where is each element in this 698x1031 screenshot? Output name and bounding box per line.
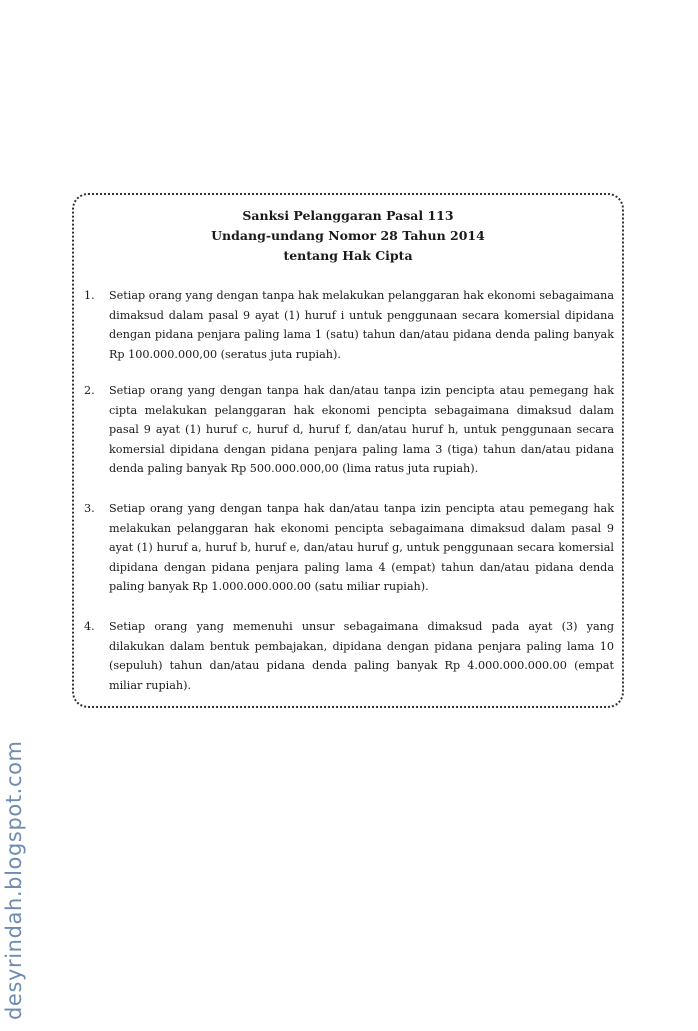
list-item-number: 4. [84, 620, 95, 633]
list-item-text: Setiap orang yang dengan tanpa hak dan/atau tanpa izin pencipta atau pemegang hak melakukan pelanggaran hak ekonomi pencipta sebagaimana dimaksud dalam pasal 9 ayat (1) huruf a, huruf b, huruf e, dan/atau huruf g, untuk penggunaan secara komersial dipidana dengan pidana penjara paling lama 4 (empat) tahun dan/atau pidana denda paling banyak Rp 1.000.000.000.00 (satu miliar rupiah). [109, 502, 614, 594]
list-item [84, 499, 614, 597]
list-item-text: Setiap orang yang dengan tanpa hak dan/atau tanpa izin pencipta atau pemegang hak cipta melakukan pelanggaran hak ekonomi pencipta sebagaimana dimaksud dalam pasal 9 ayat (1) huruf c, huruf d, huruf f, dan/atau huruf h, untuk penggunaan secara komersial dipidana dengan pidana penjara paling lama 3 (tiga) tahun dan/atau pidana denda paling banyak Rp 500.000.000,00 (lima ratus juta rupiah). [109, 384, 614, 476]
heading-law: Undang-undang Nomor 28 Tahun 2014 [211, 228, 485, 243]
list-item [84, 381, 614, 479]
list-item-text: Setiap orang yang memenuhi unsur sebagaimana dimaksud pada ayat (3) yang dilakukan dalam bentuk pembajakan, dipidana dengan pidana penjara paling lama 10 (sepuluh) tahun dan/atau pidana denda paling banyak Rp 4.000.000.000.00 (empat miliar rupiah). [109, 620, 614, 692]
heading-title: Sanksi Pelanggaran Pasal 113 [242, 208, 454, 223]
list-item [84, 617, 614, 695]
list-item-number: 3. [84, 502, 95, 515]
list-item-number: 1. [84, 289, 95, 302]
list-item [84, 286, 614, 364]
list-item-number: 2. [84, 384, 95, 397]
watermark: desyrindah.blogspot.com [2, 740, 26, 1020]
heading-subject: tentang Hak Cipta [283, 248, 413, 263]
list-item-text: Setiap orang yang dengan tanpa hak melakukan pelanggaran hak ekonomi sebagaimana dimaksud dalam pasal 9 ayat (1) huruf i untuk penggunaan secara komersial dipidana dengan pidana penjara paling lama 1 (satu) tahun dan/atau pidana denda paling banyak Rp 100.000.000,00 (seratus juta rupiah). [109, 289, 614, 361]
